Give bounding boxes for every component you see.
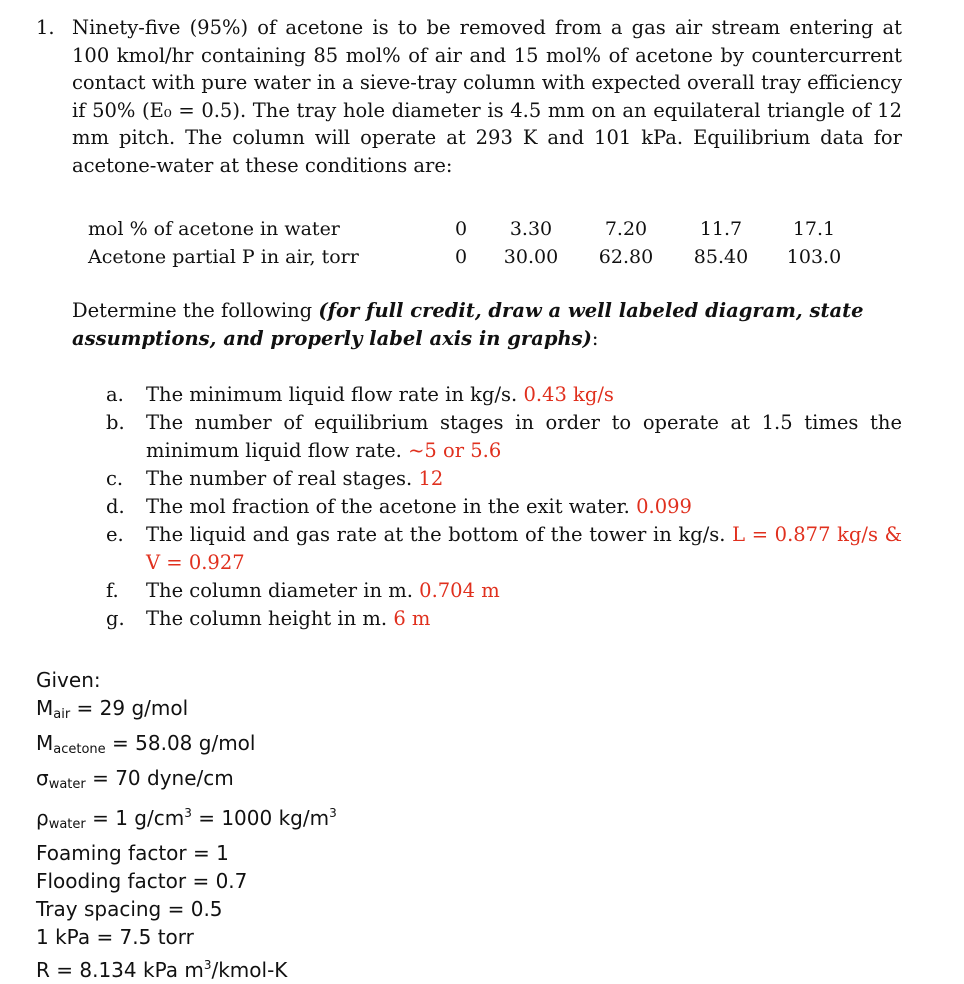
table-cell: 7.20 xyxy=(604,218,648,240)
subscript: water xyxy=(48,777,86,792)
given-foaming: Foaming factor = 1 xyxy=(36,841,229,865)
superscript: 3 xyxy=(184,806,192,820)
table-cell: 3.30 xyxy=(509,218,553,240)
part-question: The number of real stages. xyxy=(146,467,413,490)
part-answer: ~5 or 5.6 xyxy=(408,439,502,462)
table-cell: 103.0 xyxy=(786,246,842,268)
subscript: acetone xyxy=(53,742,106,757)
value: /kmol-K xyxy=(211,958,288,982)
given-m-air xyxy=(36,694,337,729)
part-letter: a. xyxy=(106,383,124,406)
part-question: The mol fraction of the acetone in the exit water. xyxy=(146,495,630,518)
table-cell: 0 xyxy=(454,246,468,268)
part-letter: g. xyxy=(106,607,125,630)
list-item xyxy=(106,605,902,633)
list-item xyxy=(106,521,902,577)
given-flooding: Flooding factor = 0.7 xyxy=(36,869,248,893)
equilibrium-data-table xyxy=(88,215,860,271)
part-question: The number of equilibrium stages in order to operate at 1.5 times the minimum liquid flow rate. xyxy=(146,411,902,462)
part-answer: 0.099 xyxy=(636,495,692,518)
part-answer: 6 m xyxy=(393,607,431,630)
symbol: M xyxy=(36,696,54,720)
determine-tail: : xyxy=(591,327,599,350)
superscript: 3 xyxy=(329,806,337,820)
part-answer: 12 xyxy=(418,467,444,490)
list-item xyxy=(106,577,902,605)
part-question: The liquid and gas rate at the bottom of the tower in kg/s. xyxy=(146,523,726,546)
determine-lead: Determine the following xyxy=(72,299,319,322)
table-cell: 11.7 xyxy=(699,218,743,240)
part-letter: c. xyxy=(106,467,124,490)
table-cell: 30.00 xyxy=(503,246,559,268)
question-parts-list xyxy=(106,381,902,633)
problem-number: 1. xyxy=(36,16,55,39)
table-cell: 85.40 xyxy=(693,246,749,268)
table-cell: 62.80 xyxy=(598,246,654,268)
value: = 70 dyne/cm xyxy=(85,766,234,790)
part-question: The column height in m. xyxy=(146,607,388,630)
given-values-block xyxy=(36,666,337,984)
value: = 58.08 g/mol xyxy=(105,731,256,755)
value: = 29 g/mol xyxy=(70,696,189,720)
list-item xyxy=(106,409,902,465)
part-answer: L = 0.877 kg/s & V = 0.927 xyxy=(146,523,902,574)
value: = 1000 kg/m xyxy=(191,806,330,830)
given-gas-constant xyxy=(36,951,337,984)
part-letter: f. xyxy=(106,579,119,602)
value: = 1 g/cm xyxy=(85,806,185,830)
list-item xyxy=(106,493,902,521)
list-item xyxy=(106,465,902,493)
part-question: The minimum liquid flow rate in kg/s. xyxy=(146,383,518,406)
given-tray-spacing: Tray spacing = 0.5 xyxy=(36,897,223,921)
given-title: Given: xyxy=(36,668,101,692)
equilibrium-row-air xyxy=(88,243,860,271)
part-letter: b. xyxy=(106,411,125,434)
list-item xyxy=(106,381,902,409)
given-m-acetone xyxy=(36,729,337,764)
symbol: σ xyxy=(36,766,49,790)
subscript: air xyxy=(53,707,71,722)
determine-instructions xyxy=(72,297,902,353)
problem-statement: Ninety-five (95%) of acetone is to be removed from a gas air stream entering at 100 kmol/hr containing 85 mol% of air and 15 mol% of acetone by countercurrent contact with pure water in a sieve-tray column with expected overall tray efficiency if 50% (E₀ = 0.5). The tray hole diameter is 4.5 mm on an equilateral triangle of 12 mm pitch. The column will operate at 293 K and 101 kPa. Equilibrium data for acetone-water at these conditions are: xyxy=(72,16,902,177)
symbol: M xyxy=(36,731,54,755)
given-rho-water xyxy=(36,799,337,839)
given-kpa-torr: 1 kPa = 7.5 torr xyxy=(36,925,194,949)
subscript: water xyxy=(48,817,86,832)
part-answer: 0.43 kg/s xyxy=(523,383,614,406)
given-sigma-water xyxy=(36,764,337,799)
symbol: ρ xyxy=(36,806,49,830)
part-letter: e. xyxy=(106,523,124,546)
value: R = 8.134 kPa m xyxy=(36,958,204,982)
row-label-water: mol % of acetone in water xyxy=(88,218,340,240)
row-label-air: Acetone partial P in air, torr xyxy=(88,246,359,268)
table-cell: 0 xyxy=(454,218,468,240)
part-letter: d. xyxy=(106,495,125,518)
superscript: 3 xyxy=(203,958,212,972)
part-question: The column diameter in m. xyxy=(146,579,413,602)
part-answer: 0.704 m xyxy=(419,579,500,602)
table-cell: 17.1 xyxy=(792,218,836,240)
determine-emphasis: (for full credit, draw a well labeled diagram, state assumptions, and properly label axis in graphs) xyxy=(72,299,864,350)
equilibrium-row-water xyxy=(88,215,860,243)
